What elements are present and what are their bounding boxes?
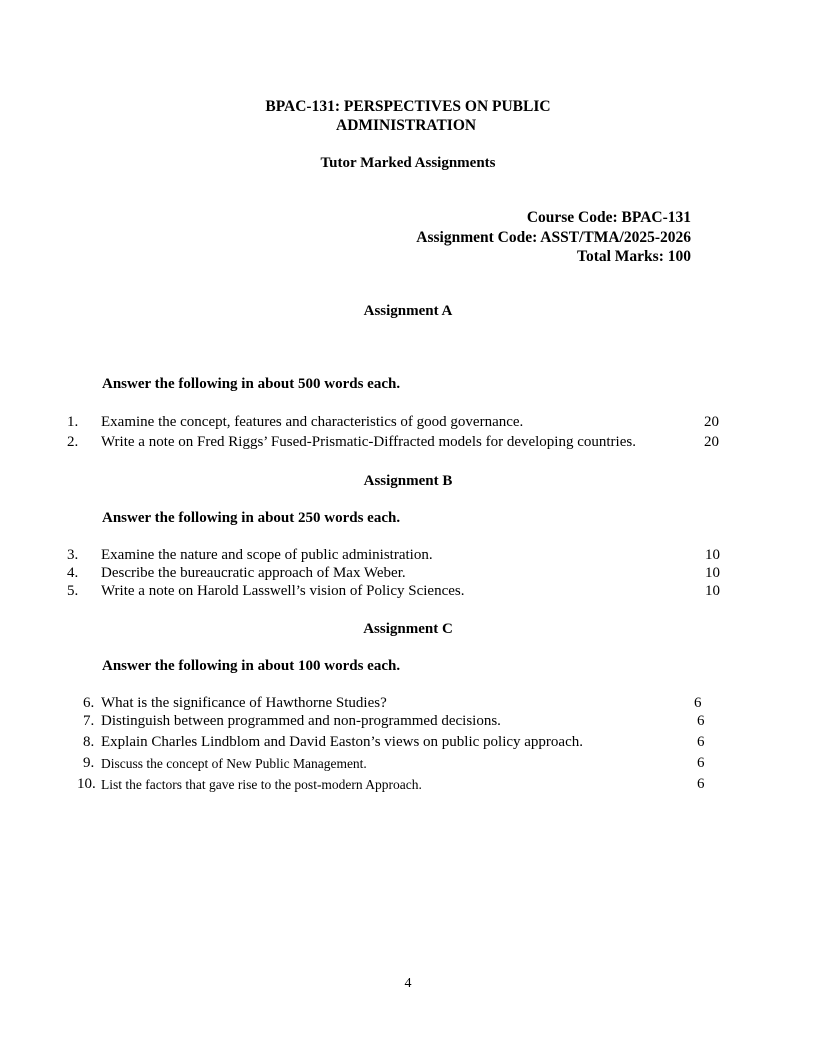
question-number: 9. — [83, 755, 95, 771]
question-number: 1. — [67, 414, 79, 430]
question-text: Explain Charles Lindblom and David Easton’s views on public policy approach. — [101, 734, 583, 750]
question-number: 5. — [67, 583, 79, 599]
question-number: 10. — [77, 776, 96, 792]
section-heading-c: Assignment C — [363, 621, 453, 637]
question-marks: 10 — [705, 547, 720, 563]
question-text: Describe the bureaucratic approach of Max Weber. — [101, 565, 406, 581]
question-marks: 20 — [704, 434, 719, 450]
question-text: Examine the nature and scope of public administration. — [101, 547, 433, 563]
section-instruction-a: Answer the following in about 500 words each. — [102, 376, 401, 392]
question-text: List the factors that gave rise to the post-modern Approach. — [101, 777, 422, 792]
question-text: What is the significance of Hawthorne Studies? — [101, 695, 387, 711]
course-code: Course Code: BPAC-131 — [526, 209, 691, 226]
document-title-line1: BPAC-131: PERSPECTIVES ON PUBLIC — [265, 98, 551, 115]
question-marks: 6 — [697, 734, 705, 750]
question-marks: 20 — [704, 414, 719, 430]
question-text: Write a note on Fred Riggs’ Fused-Prismatic-Diffracted models for developing countries. — [101, 434, 636, 450]
document-title-line2: ADMINISTRATION — [336, 117, 477, 134]
section-heading-b: Assignment B — [363, 473, 453, 489]
question-marks: 6 — [697, 713, 705, 729]
question-number: 7. — [83, 713, 95, 729]
question-marks: 10 — [705, 583, 720, 599]
question-marks: 6 — [697, 755, 705, 771]
question-text: Examine the concept, features and characteristics of good governance. — [101, 414, 524, 430]
question-number: 2. — [67, 434, 79, 450]
question-text: Write a note on Harold Lasswell’s vision of Policy Sciences. — [101, 583, 465, 599]
document-subtitle: Tutor Marked Assignments — [320, 155, 496, 171]
question-marks: 10 — [705, 565, 720, 581]
question-number: 4. — [67, 565, 79, 581]
question-text: Distinguish between programmed and non-programmed decisions. — [101, 713, 501, 729]
section-heading-a: Assignment A — [363, 303, 453, 319]
question-marks: 6 — [697, 776, 705, 792]
question-number: 3. — [67, 547, 79, 563]
section-instruction-b: Answer the following in about 250 words each. — [102, 510, 401, 526]
assignment-code: Assignment Code: ASST/TMA/2025-2026 — [416, 229, 691, 246]
question-text: Discuss the concept of New Public Management. — [101, 756, 367, 771]
total-marks: Total Marks: 100 — [577, 248, 691, 265]
question-number: 8. — [83, 734, 95, 750]
section-instruction-c: Answer the following in about 100 words each. — [102, 658, 401, 674]
page-number: 4 — [404, 976, 412, 991]
question-number: 6. — [83, 695, 95, 711]
question-marks: 6 — [694, 695, 702, 711]
